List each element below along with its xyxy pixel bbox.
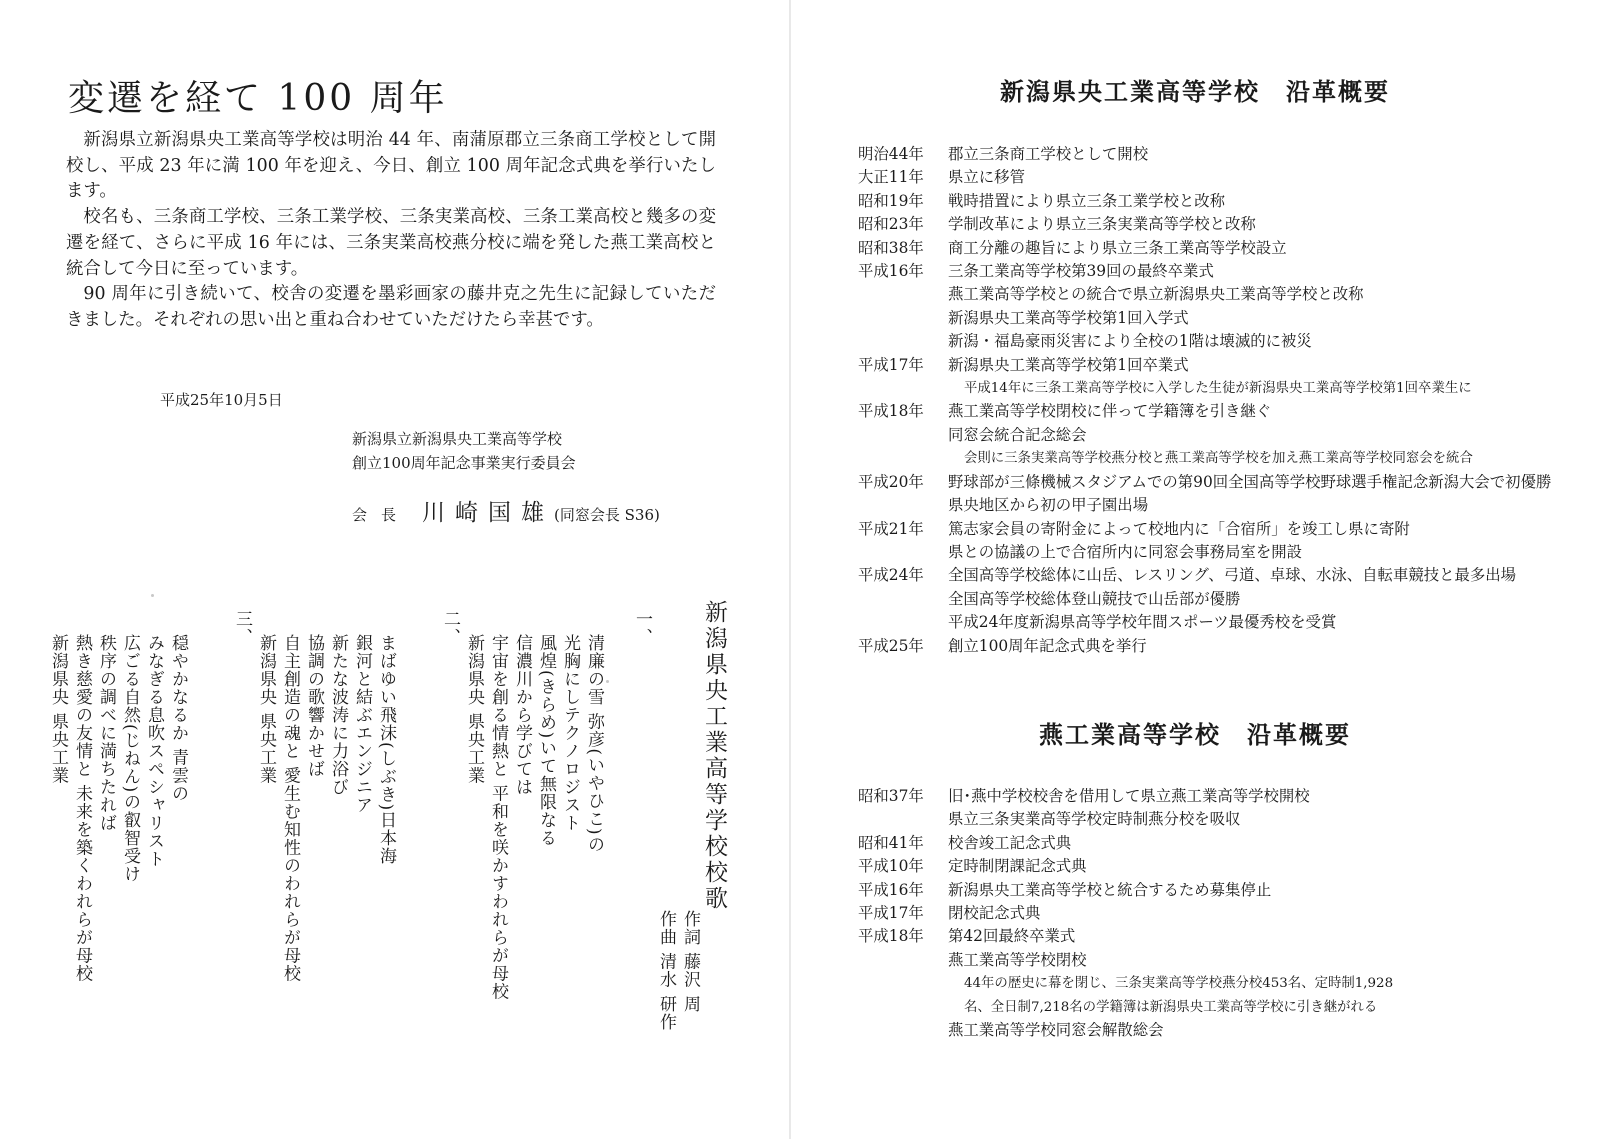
history-era: 平成17年 — [858, 355, 924, 374]
verse-3-line: 熱き慈愛の友情と 未来を築くわれらが母校 — [72, 634, 92, 983]
history-event: 学制改革により県立三条実業高等学校と改称 — [948, 215, 1256, 234]
history-era: 大正11年 — [858, 168, 924, 187]
history-row — [858, 972, 1558, 995]
history-era: 平成17年 — [858, 904, 924, 923]
history-event: 名、全日制7,218名の学籍簿は新潟県央工業高等学校に引き継がれる — [964, 999, 1378, 1015]
history-event: 全国高等学校総体登山競技で山岳部が優勝 — [948, 589, 1241, 608]
history-era: 昭和23年 — [858, 215, 924, 234]
intro-paragraph: 新潟県立新潟県央工業高等学校は明治 44 年、南蒲原郡立三条商工学校として開校し、平成 23 年に満 100 年を迎え、今日、創立 100 周年記念式典を挙行いたします。 — [66, 130, 716, 202]
song-title: 新潟県央工業高等学校校歌 — [701, 600, 727, 912]
history-row — [858, 996, 1558, 1019]
verse-3-line: 穏やかなるか 青雲の — [168, 634, 188, 803]
history-event: 定時制閉課記念式典 — [948, 857, 1087, 876]
history-era: 昭和37年 — [858, 787, 924, 805]
history-list-kenou — [858, 143, 1558, 658]
history-era: 平成16年 — [858, 262, 924, 281]
verse-2-line: まばゆい飛沫(しぶき)日本海 — [376, 634, 396, 866]
history-event: 新潟県央工業高等学校第1回卒業式 — [948, 355, 1189, 374]
history-event: 燕工業高等学校同窓会解散総会 — [948, 1021, 1164, 1040]
history-era: 昭和41年 — [858, 833, 924, 852]
history-row — [858, 808, 1558, 831]
history-row — [858, 283, 1558, 306]
school-song — [48, 600, 727, 1070]
history-era: 平成16年 — [858, 880, 924, 899]
history-event: 会則に三条実業高等学校燕分校と燕工業高等学校を加え燕工業高等学校同窓会を統合 — [964, 451, 1473, 467]
history-row — [858, 190, 1558, 213]
organization-committee: 創立100周年記念事業実行委員会 — [352, 454, 576, 472]
history-row — [858, 143, 1558, 166]
verse-3-line: 新潟県央 県央工業 — [48, 634, 68, 785]
intro-paragraph: 校名も、三条商工学校、三条工業学校、三条実業高校、三条工業高校と幾多の変遷を経て、さらに平成 16 年には、三条実業高校燕分校に端を発した燕工業高校と統合して今日に至っています。 — [66, 207, 716, 279]
paper-speck — [606, 680, 609, 683]
history-event: 新潟・福島豪雨災害により全校の1階は壊滅的に被災 — [948, 332, 1312, 351]
history-row — [858, 949, 1558, 972]
history-title-tsubame: 燕工業高等学校 沿革概要 — [1039, 720, 1351, 749]
history-event: 燕工業高等学校閉校に伴って学籍簿を引き継ぐ — [948, 402, 1272, 421]
signature-note: (同窓会長 S36) — [554, 506, 660, 524]
history-event: 県との協議の上で合宿所内に同窓会事務局室を開設 — [948, 542, 1302, 561]
history-row — [858, 785, 1558, 808]
history-event: 平成24年度新潟県高等学校年間スポーツ最優秀校を受賞 — [948, 613, 1337, 632]
composer-credit: 作曲 清水 研作 — [656, 910, 676, 1031]
history-era: 昭和19年 — [858, 191, 924, 210]
verse-3-line: 広ごる自然(じねん)の叡智受け — [120, 634, 140, 884]
history-event: 第42回最終卒業式 — [948, 927, 1076, 946]
history-row — [858, 447, 1558, 470]
verse-1-line: 宇宙を創る情熱と 平和を咲かすわれらが母校 — [488, 634, 508, 1001]
history-era: 平成20年 — [858, 472, 924, 491]
verse-2-line: 自主創造の魂と 愛生む知性のわれらが母校 — [280, 634, 300, 983]
history-era: 平成10年 — [858, 857, 924, 876]
history-event: 同窓会統合記念総会 — [948, 425, 1087, 444]
history-event: 燕工業高等学校との統合で県立新潟県央工業高等学校と改称 — [948, 285, 1364, 304]
paper-speck — [151, 594, 154, 597]
signature — [352, 494, 660, 527]
history-event: 創立100周年記念式典を挙行 — [948, 636, 1147, 655]
history-event: 新潟県央工業高等学校と統合するため募集停止 — [948, 880, 1272, 899]
history-event: 44年の歴史に幕を閉じ、三条実業高等学校燕分校453名、定時制1,928 — [964, 976, 1394, 992]
verse-2-line: 二、 — [440, 610, 460, 646]
history-event: 旧･燕中学校校舎を借用して県立燕工業高等学校開校 — [948, 787, 1310, 805]
verse-3-line: 三、 — [232, 610, 252, 646]
history-row — [858, 354, 1558, 377]
verse-1-line: 新潟県央 県央工業 — [464, 634, 484, 785]
history-event: 新潟県央工業高等学校第1回入学式 — [948, 308, 1189, 327]
history-row — [858, 494, 1558, 517]
verse-1-line: 清廉の雪 弥彦(いやひこ)の — [584, 634, 604, 854]
verse-1-line: 一、 — [632, 610, 652, 646]
history-row — [858, 237, 1558, 260]
history-era: 昭和38年 — [858, 238, 924, 257]
verse-1-line: 光胸にしテクノロジスト — [560, 634, 580, 832]
verse-2-line: 銀河と結ぶエンジニア — [352, 634, 372, 814]
history-row — [858, 400, 1558, 423]
history-event: 三条工業高等学校第39回の最終卒業式 — [948, 262, 1214, 281]
history-row — [858, 925, 1558, 948]
history-event: 平成14年に三条工業高等学校に入学した生徒が新潟県央工業高等学校第1回卒業生に — [964, 381, 1472, 397]
history-event: 郡立三条商工学校として開校 — [948, 145, 1149, 163]
page-title: 変遷を経て 100 周年 — [68, 78, 448, 119]
history-row — [858, 541, 1558, 564]
history-row — [858, 330, 1558, 353]
history-era: 平成25年 — [858, 636, 924, 655]
history-row — [858, 471, 1558, 494]
history-event: 篤志家会員の寄附金によって校地内に「合宿所」を竣工し県に寄附 — [948, 519, 1410, 538]
intro-text — [66, 128, 716, 334]
history-row — [858, 166, 1558, 189]
signature-name: 川崎国雄 — [422, 500, 555, 526]
verse-1-line: 信濃川から学びては — [512, 634, 532, 796]
history-row — [858, 424, 1558, 447]
history-row — [858, 611, 1558, 634]
verse-3-line: 秩序の調べに満ちたれば — [96, 634, 116, 832]
history-event: 全国高等学校総体に山岳、レスリング、弓道、卓球、水泳、自転車競技と最多出場 — [948, 566, 1517, 585]
organization — [352, 427, 576, 475]
history-era: 平成18年 — [858, 927, 924, 946]
history-row — [858, 1019, 1558, 1042]
verse-1-line: 風煌(きらめ)いて無限なる — [536, 634, 556, 848]
history-event: 燕工業高等学校閉校 — [948, 950, 1087, 969]
history-row — [858, 307, 1558, 330]
lyricist-credit: 作詞 藤沢 周 — [680, 910, 700, 1013]
history-event: 校舎竣工記念式典 — [948, 833, 1072, 852]
intro-paragraph: 90 周年に引き続いて、校舎の変遷を墨彩画家の藤井克之先生に記録していただきました。それぞれの思い出と重ね合わせていただけたら幸甚です。 — [66, 284, 716, 330]
history-title-kenou: 新潟県央工業高等学校 沿革概要 — [1000, 77, 1390, 106]
left-page — [0, 0, 790, 1139]
history-list-tsubame — [858, 785, 1558, 1042]
history-event: 野球部が三條機械スタジアムでの第90回全国高等学校野球選手権記念新潟大会で初優勝 — [948, 472, 1552, 491]
verse-2-line: 新たな波涛に力浴び — [328, 634, 348, 796]
history-row — [858, 564, 1558, 587]
history-event: 県立に移管 — [948, 168, 1025, 187]
history-event: 県央地区から初の甲子園出場 — [948, 496, 1149, 515]
history-row — [858, 213, 1558, 236]
history-row — [858, 588, 1558, 611]
verse-2-line: 協調の歌響かせば — [304, 634, 324, 778]
history-event: 閉校記念式典 — [948, 904, 1041, 923]
history-row — [858, 902, 1558, 925]
history-row — [858, 377, 1558, 400]
history-era: 平成21年 — [858, 519, 924, 538]
history-row — [858, 832, 1558, 855]
verse-2-line: 新潟県央 県央工業 — [256, 634, 276, 785]
history-row — [858, 635, 1558, 658]
organization-school: 新潟県立新潟県央工業高等学校 — [352, 430, 563, 448]
history-era: 平成24年 — [858, 566, 924, 585]
history-era: 明治44年 — [858, 145, 924, 163]
history-event: 県立三条実業高等学校定時制燕分校を吸収 — [948, 810, 1241, 829]
history-era: 平成18年 — [858, 402, 924, 421]
history-event: 戦時措置により県立三条工業学校と改称 — [948, 191, 1226, 210]
history-row — [858, 260, 1558, 283]
date: 平成25年10月5日 — [160, 391, 283, 409]
history-event: 商工分離の趣旨により県立三条工業高等学校設立 — [948, 238, 1287, 257]
history-row — [858, 855, 1558, 878]
signature-role: 会長 — [352, 506, 411, 524]
verse-3-line: みなぎる息吹スペシャリスト — [144, 634, 164, 868]
history-row — [858, 518, 1558, 541]
history-row — [858, 879, 1558, 902]
